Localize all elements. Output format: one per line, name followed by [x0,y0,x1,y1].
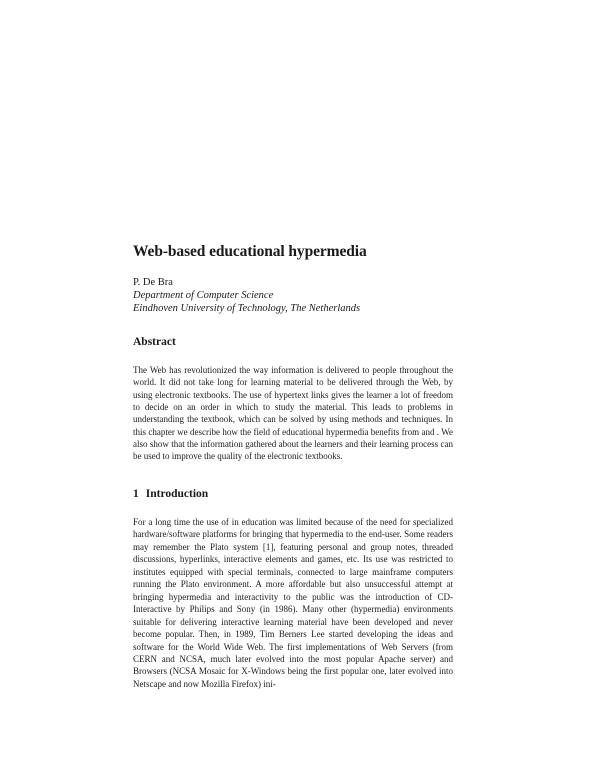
section-heading [133,488,208,500]
affiliation-department: Department of Computer Science [133,290,274,301]
paper-title: Web-based educational hypermedia [133,243,367,260]
introduction-text: For a long time the use of in education was limited because of the need for specialized hardware/software platforms for bringing that hypermedia to the end-user. Some readers may remember the Plato system [1], featuring personal and group notes, threaded discussions, hyperlinks, interactive elements and games, etc. Its use was restricted to institutes equipped with special terminals, connected to large mainframe computers running the Plato environment. A more affordable but also unsuccessful attempt at bringing hypermedia and interactivity to the public was the introduction of CD-Interactive by Philips and Sony (in 1986). Many other (hypermedia) environments suitable for delivering interactive learning material have been developed and never become popular. Then, in 1989, Tim Berners Lee started developing the ideas and software for the World Wide Web. The first implementations of Web Servers (from CERN and NCSA, much later evolved into the most popular Apache server) and Browsers (NCSA Mosaic for X-Windows being the first popular one, later evolved into Netscape and now Mozilla Firefox) ini- [133,517,453,689]
section-title: Introduction [145,488,209,500]
abstract-text: The Web has revolutionized the way information is delivered to people throughout the world. It did not take long for learning material to be delivered through the Web, by using electronic textbooks. The use of hypertext links gives the learner a lot of freedom to decide on an order in which to study the material. This leads to problems in understanding the textbook, which can be solved by using methods and techniques. In this chapter we describe how the field of educational hypermedia benefits from and . We also show that the information gathered about the learners and their learning process can be used to improve the quality of the electronic textbooks. [133,365,453,462]
abstract-heading: Abstract [133,336,176,348]
author-name: P. De Bra [133,277,173,288]
section-number: 1 [133,488,139,500]
affiliation-university: Eindhoven University of Technology, The Netherlands [133,303,361,314]
